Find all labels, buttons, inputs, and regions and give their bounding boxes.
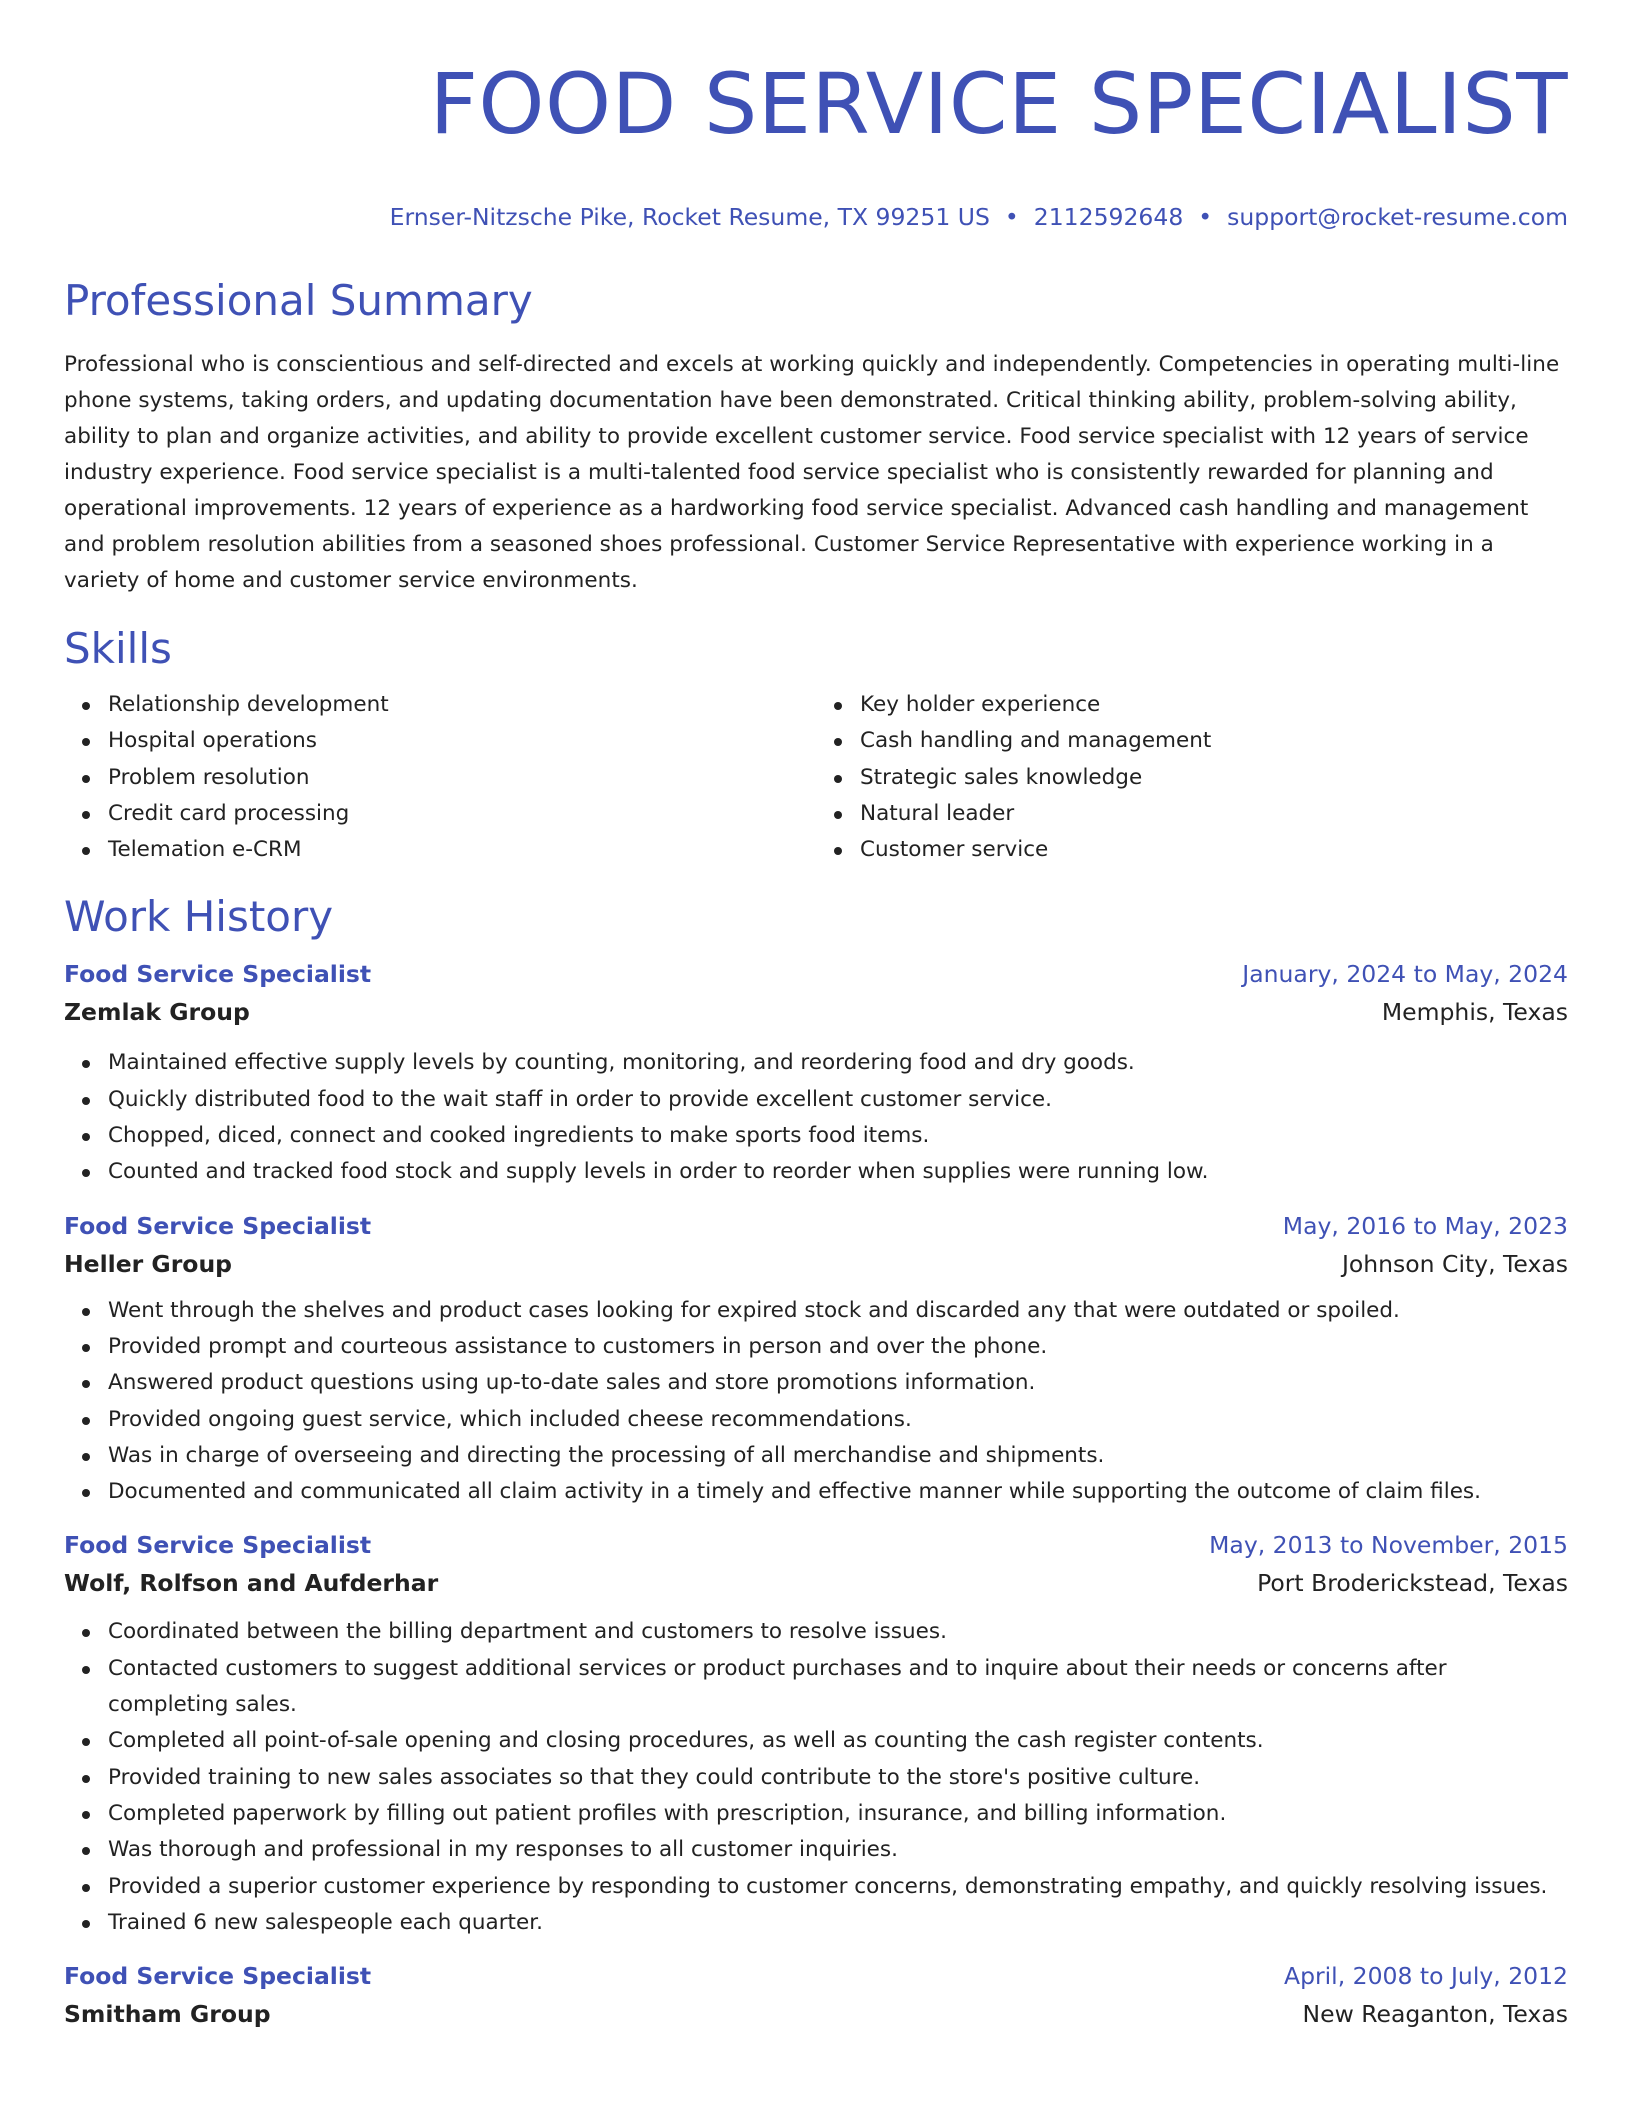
skill-item: Strategic sales knowledge <box>860 760 1568 796</box>
duty-item: Counted and tracked food stock and supply levels in order to reorder when supplies were running low. <box>108 1154 1568 1190</box>
skill-item: Problem resolution <box>108 760 816 796</box>
duty-item: Documented and communicated all claim activity in a timely and effective manner while supporting the outcome of claim files. <box>108 1474 1568 1510</box>
skills-heading: Skills <box>64 624 172 673</box>
duty-item: Coordinated between the billing department and customers to resolve issues. <box>108 1614 1568 1650</box>
duty-item: Contacted customers to suggest additional services or product purchases and to inquire about their needs or concerns after completing sales. <box>108 1651 1568 1724</box>
skills-list-left <box>64 687 816 868</box>
job-dates: April, 2008 to July, 2012 <box>1284 1962 1568 1991</box>
duty-item: Answered product questions using up-to-date sales and store promotions information. <box>108 1365 1568 1401</box>
duty-item: Went through the shelves and product cases looking for expired stock and discarded any that were outdated or spoiled. <box>108 1293 1568 1329</box>
resume-header <box>64 0 1568 234</box>
candidate-title: FOOD SERVICE SPECIALIST <box>429 55 1568 153</box>
job-location: Port Broderickstead, Texas <box>1257 1569 1568 1598</box>
job-title: Food Service Specialist <box>64 1211 372 1240</box>
duty-item: Completed paperwork by filling out patient profiles with prescription, insurance, and billing information. <box>108 1796 1568 1832</box>
job-dates: May, 2013 to November, 2015 <box>1209 1531 1568 1560</box>
job-employer <box>64 1564 1568 1602</box>
job-duties <box>64 1614 1568 1941</box>
work-history-heading: Work History <box>64 892 334 942</box>
skills-columns <box>64 687 1568 868</box>
duty-item: Provided a superior customer experience by responding to customer concerns, demonstrating empathy, and quickly resolving issues. <box>108 1869 1568 1905</box>
skill-item: Natural leader <box>860 796 1568 832</box>
contact-phone[interactable]: 2112592648 <box>1033 203 1184 231</box>
contact-email[interactable]: support@rocket-resume.com <box>1227 203 1568 231</box>
job-employer <box>64 993 1568 1031</box>
skill-item: Key holder experience <box>860 687 1568 723</box>
skills-list-right <box>816 687 1568 868</box>
duty-item: Was in charge of overseeing and directing the processing of all merchandise and shipments. <box>108 1438 1568 1474</box>
job-location: New Reaganton, Texas <box>1302 2000 1568 2029</box>
job-title: Food Service Specialist <box>64 1531 372 1560</box>
duty-item: Provided ongoing guest service, which included cheese recommendations. <box>108 1402 1568 1438</box>
job-title: Food Service Specialist <box>64 960 372 989</box>
job-header <box>64 955 1568 993</box>
skill-item: Relationship development <box>108 687 816 723</box>
company-name: Zemlak Group <box>64 998 250 1027</box>
job-header <box>64 1957 1568 1995</box>
job-location: Memphis, Texas <box>1381 998 1568 1027</box>
skill-item: Cash handling and management <box>860 723 1568 759</box>
job-header <box>64 1526 1568 1564</box>
job-dates: May, 2016 to May, 2023 <box>1282 1211 1568 1240</box>
company-name: Heller Group <box>64 1249 232 1278</box>
duty-item: Trained 6 new salespeople each quarter. <box>108 1905 1568 1941</box>
job-entry <box>64 1957 1568 2033</box>
duty-item: Chopped, diced, connect and cooked ingredients to make sports food items. <box>108 1118 1568 1154</box>
contact-line <box>64 200 1568 234</box>
job-entry <box>64 1207 1568 1511</box>
contact-separator: • <box>1004 203 1019 231</box>
company-name: Wolf, Rolfson and Aufderhar <box>64 1569 439 1598</box>
skill-item: Customer service <box>860 832 1568 868</box>
skill-item: Hospital operations <box>108 723 816 759</box>
job-duties <box>64 1045 1568 1190</box>
job-employer <box>64 1995 1568 2033</box>
job-duties <box>64 1293 1568 1511</box>
job-entry <box>64 955 1568 1190</box>
contact-address: Ernser-Nitzsche Pike, Rocket Resume, TX 99251 US <box>389 203 990 231</box>
duty-item: Provided prompt and courteous assistance to customers in person and over the phone. <box>108 1329 1568 1365</box>
duty-item: Quickly distributed food to the wait staff in order to provide excellent customer service. <box>108 1082 1568 1118</box>
summary-paragraph: Professional who is conscientious and self-directed and excels at working quickly and independently. Competencies in operating multi-line phone systems, taking orders, and updating documentation have been demonstrated. Critical thinking ability, problem-solving ability, ability to plan and organize activities, and ability to provide excellent customer service. Food service specialist with 12 years of service industry experience. Food service specialist is a multi-talented food service specialist who is consistently rewarded for planning and operational improvements. 12 years of experience as a hardworking food service specialist. Advanced cash handling and management and problem resolution abilities from a seasoned shoes professional. Customer Service Representative with experience working in a variety of home and customer service environments. <box>64 352 1560 593</box>
duty-item: Was thorough and professional in my responses to all customer inquiries. <box>108 1832 1568 1868</box>
duty-item: Provided training to new sales associates so that they could contribute to the store's positive culture. <box>108 1760 1568 1796</box>
contact-separator: • <box>1198 203 1213 231</box>
skill-item: Credit card processing <box>108 796 816 832</box>
duty-item: Completed all point-of-sale opening and closing procedures, as well as counting the cash register contents. <box>108 1723 1568 1759</box>
company-name: Smitham Group <box>64 2000 271 2029</box>
job-entry <box>64 1526 1568 1941</box>
job-header <box>64 1207 1568 1245</box>
job-title: Food Service Specialist <box>64 1962 372 1991</box>
job-employer <box>64 1245 1568 1283</box>
skill-item: Telemation e-CRM <box>108 832 816 868</box>
job-dates: January, 2024 to May, 2024 <box>1242 960 1568 989</box>
summary-heading: Professional Summary <box>64 276 533 325</box>
duty-item: Maintained effective supply levels by counting, monitoring, and reordering food and dry goods. <box>108 1045 1568 1081</box>
job-location: Johnson City, Texas <box>1341 1249 1568 1278</box>
